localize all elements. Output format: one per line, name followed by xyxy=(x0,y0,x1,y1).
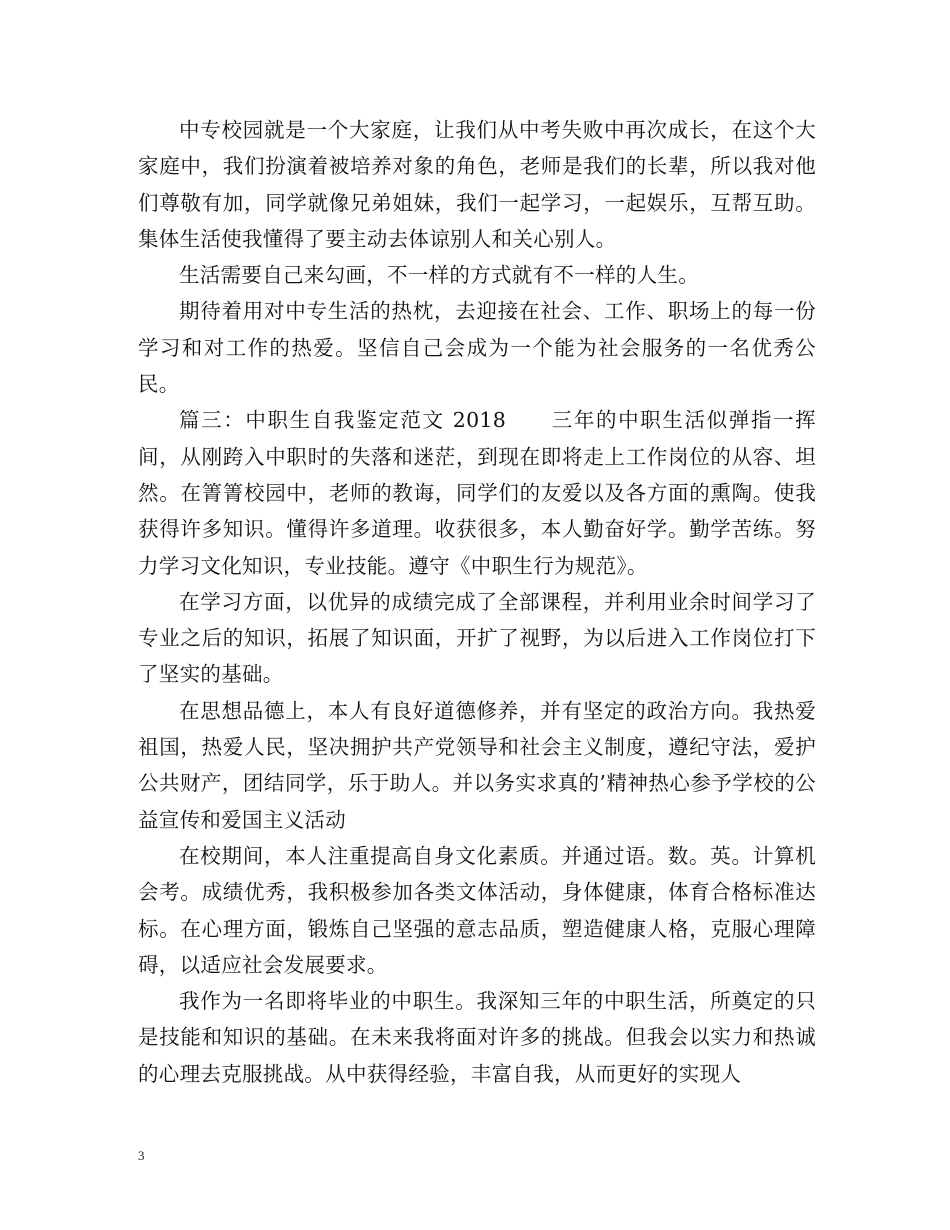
paragraph-school-period: 在校期间，本人注重提高自身文化素质。并通过语。数。英。计算机会考。成绩优秀，我积极参加各类文体活动，身体健康，体育合格标准达标。在心理方面，锻炼自己坚强的意志品质，塑造健康人格，克服心理障碍，以适应社会发展要求。 xyxy=(138,843,816,977)
paragraph-life-drawing: 生活需要自己来勾画，不一样的方式就有不一样的人生。 xyxy=(179,263,699,288)
paragraph-graduate: 我作为一名即将毕业的中职生。我深知三年的中职生活，所奠定的只是技能和知识的基础。在未来我将面对许多的挑战。但我会以实力和热诚的心理去克服挑战。从中获得经验，丰富自我，从而更好的实现人 xyxy=(138,989,816,1086)
paragraph-school-family: 中专校园就是一个大家庭，让我们从中考失败中再次成长，在这个大家庭中，我们扮演着被培养对象的角色，老师是我们的长辈，所以我对他们尊敬有加，同学就像兄弟姐妹，我们一起学习，一起娱乐，互帮互助。集体生活使我懂得了要主动去体谅别人和关心别人。 xyxy=(138,118,816,251)
document-body xyxy=(138,112,816,1092)
paragraph-section-three: 篇三：中职生自我鉴定范文 2018 三年的中职生活似弹指一挥间，从刚跨入中职时的失落和迷茫，到现在即将走上工作岗位的从容、坦然。在箐箐校园中，老师的教诲，同学们的友爱以及各方面的熏陶。使我获得许多知识。懂得许多道理。收获很多，本人勤奋好学。勤学苦练。努力学习文化知识，专业技能。遵守《中职生行为规范》。 xyxy=(138,408,816,578)
page-number: 3 xyxy=(138,1148,145,1163)
paragraph-morality: 在思想品德上，本人有良好道德修养，并有坚定的政治方向。我热爱祖国，热爱人民，坚决拥护共产党领导和社会主义制度，遵纪守法，爱护公共财产，团结同学，乐于助人。并以务实求真的’精神热心参予学校的公益宣传和爱国主义活动 xyxy=(138,698,816,832)
paragraph-study: 在学习方面，以优异的成绩完成了全部课程，并利用业余时间学习了专业之后的知识，拓展了知识面，开扩了视野，为以后进入工作岗位打下了坚实的基础。 xyxy=(138,589,816,687)
paragraph-expectation: 期待着用对中专生活的热枕，去迎接在社会、工作、职场上的每一份学习和对工作的热爱。坚信自己会成为一个能为社会服务的一名优秀公民。 xyxy=(138,299,816,397)
